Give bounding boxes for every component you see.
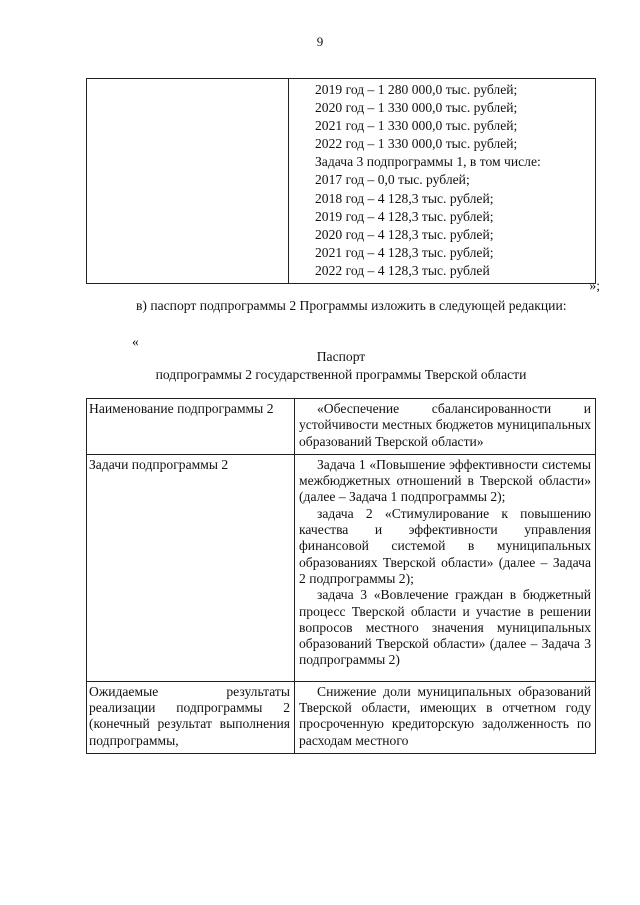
passport-subheading: подпрограммы 2 государственной программы Тверской области [155,367,527,382]
row-label-tasks: Задачи подпрограммы 2 [87,454,295,681]
closing-quote: »; [589,278,600,293]
amendment-paragraph: в) паспорт подпрограммы 2 Программы изложить в следующей редакции: [136,298,567,313]
row-label-name: Наименование подпрограммы 2 [87,399,295,455]
list-item: 2017 год – 0,0 тыс. рублей; [315,172,470,188]
task-1: Задача 1 «Повышение эффективности системы межбюджетных отношений в Тверской области» (далее – Задача 1 подпрограммы 2); [299,456,591,505]
financing-values-cell [289,79,596,284]
list-item: 2022 год – 1 330 000,0 тыс. рублей; [315,136,518,152]
list-item: 2021 год – 4 128,3 тыс. рублей; [315,244,494,260]
passport-title [86,348,596,384]
task-3: задача 3 «Вовлечение граждан в бюджетный процесс Тверской области и участие в решении вопросов местного значения муниципальных образований Тверской области» (далее – Задача 3 подпрограммы 2) [299,587,591,668]
list-item: 2022 год – 4 128,3 тыс. рублей [315,262,490,278]
task-2: задача 2 «Стимулирование к повышению качества и эффективности управления финансовой системой в муниципальных образованиях Тверской области» (далее – Задача 2 подпрограммы 2); [299,505,591,586]
financing-table-continuation [86,78,596,284]
table-row [87,454,596,681]
empty-label-cell [87,79,289,284]
row-value-results: Снижение доли муниципальных образований Тверской области, имеющих в отчетном году просроченную кредиторскую задолженность по расходам местного [295,681,596,753]
list-item: Задача 3 подпрограммы 1, в том числе: [315,154,541,170]
list-item: 2020 год – 1 330 000,0 тыс. рублей; [315,100,518,116]
row-label-results: Ожидаемые результаты реализации подпрограммы 2 (конечный результат выполнения подпрограммы, [87,681,295,753]
list-item: 2019 год – 4 128,3 тыс. рублей; [315,208,494,224]
passport-heading: Паспорт [316,349,366,364]
passport-table [86,398,596,754]
table-row [87,399,596,455]
list-item: 2019 год – 1 280 000,0 тыс. рублей; [315,82,518,97]
row-value-tasks [295,454,596,681]
table-row [87,79,596,284]
list-item: 2020 год – 4 128,3 тыс. рублей; [315,226,494,242]
page-number: 9 [316,34,324,49]
list-item: 2018 год – 4 128,3 тыс. рублей; [315,190,494,206]
table-row [87,681,596,753]
list-item: 2021 год – 1 330 000,0 тыс. рублей; [315,118,518,134]
row-value-name: «Обеспечение сбалансированности и устойчивости местных бюджетов муниципальных образований Тверской области» [295,399,596,455]
opening-quote: « [132,334,139,349]
